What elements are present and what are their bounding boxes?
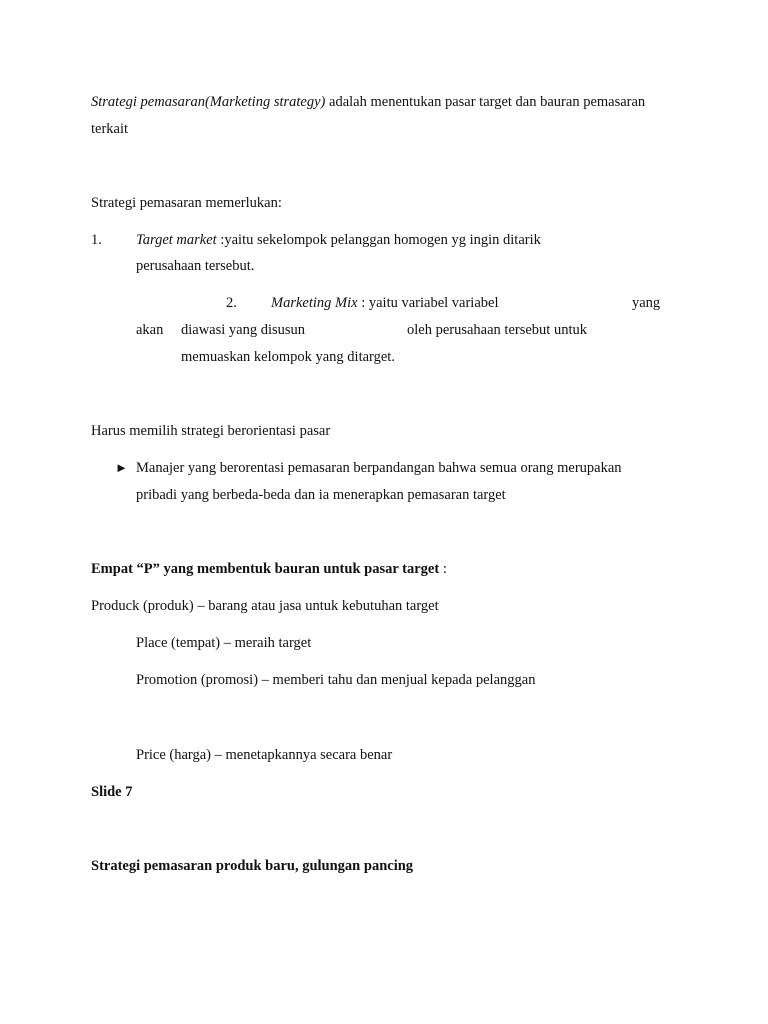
intro-text: adalah menentukan pasar target dan bauran pemasaran <box>325 94 646 110</box>
four-p-place: Place (tempat) – meraih target <box>136 635 312 651</box>
item-2-number: 2. <box>226 295 237 311</box>
intro-line-1 <box>91 93 645 111</box>
requirements-heading: Strategi pemasaran memerlukan: <box>91 195 282 211</box>
item-2-line-2-b: diawasi yang disusun <box>181 322 306 338</box>
item-2-line-1-tail: yang <box>632 295 661 311</box>
final-heading: Strategi pemasaran produk baru, gulungan pancing <box>91 858 414 874</box>
item-1-line-1 <box>136 231 541 249</box>
four-p-product: Produck (produk) – barang atau jasa untuk kebutuhan target <box>91 598 439 614</box>
item-2-line-2-c: oleh perusahaan tersebut untuk <box>407 322 587 338</box>
four-p-heading-colon: : <box>439 561 447 577</box>
four-p-heading-text: Empat “P” yang membentuk bauran untuk pasar target <box>91 561 440 577</box>
four-p-promotion: Promotion (promosi) – memberi tahu dan menjual kepada pelanggan <box>136 672 536 688</box>
intro-term: Strategi pemasaran(Marketing strategy) <box>91 94 326 110</box>
item-2-text: : yaitu variabel variabel <box>357 295 499 311</box>
four-p-price: Price (harga) – menetapkannya secara benar <box>136 747 393 763</box>
item-2-line-2-a: akan <box>136 322 164 338</box>
item-2-term: Marketing Mix <box>271 295 358 311</box>
item-2-line-1 <box>271 294 499 312</box>
orientation-bullet-line-1: Manajer yang berorentasi pemasaran berpandangan bahwa semua orang merupakan <box>136 460 622 476</box>
slide-label: Slide 7 <box>91 784 133 800</box>
item-2-line-3: memuaskan kelompok yang ditarget. <box>181 349 395 365</box>
item-1-number: 1. <box>91 232 102 248</box>
orientation-bullet-line-2: pribadi yang berbeda-beda dan ia menerapkan pemasaran target <box>136 487 506 503</box>
item-1-text: :yaitu sekelompok pelanggan homogen yg ingin ditarik <box>216 232 541 248</box>
item-1-term: Target market <box>136 232 217 248</box>
item-1-line-2: perusahaan tersebut. <box>136 258 255 274</box>
four-p-heading <box>91 560 447 578</box>
orientation-heading: Harus memilih strategi berorientasi pasar <box>91 423 331 439</box>
right-triangle-bullet-icon: ► <box>115 460 128 475</box>
intro-line-2: terkait <box>91 121 129 137</box>
